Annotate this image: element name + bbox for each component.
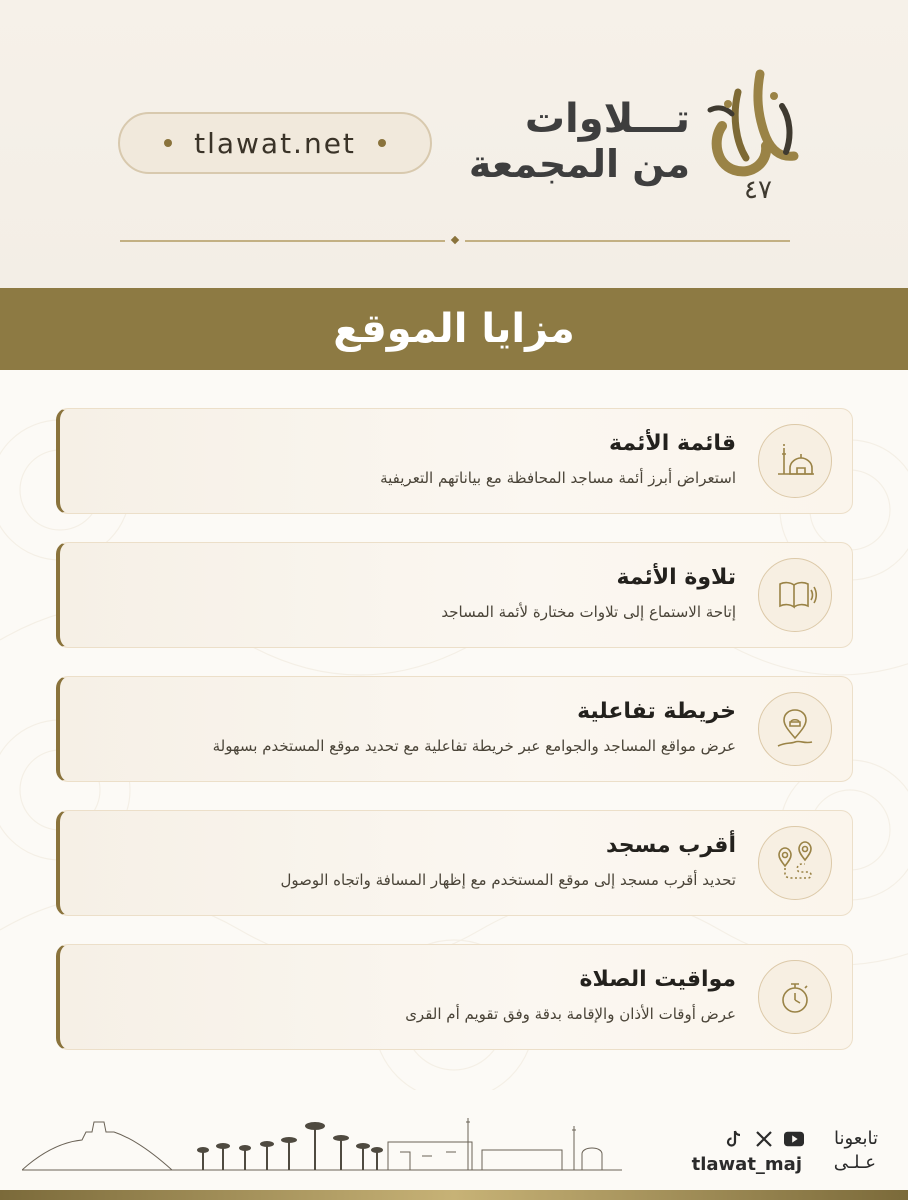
feature-card-interactive-map[interactable] (56, 676, 853, 782)
feature-card-prayer-times[interactable] (56, 944, 853, 1050)
feature-description: إتاحة الاستماع إلى تلاوات مختارة لأئمة المساجد (441, 603, 736, 621)
social-icons (724, 1130, 804, 1148)
social-follow-block (691, 1128, 878, 1178)
youtube-icon[interactable] (784, 1130, 804, 1148)
footer-gold-bar (0, 1190, 908, 1200)
quran-audio-icon (758, 558, 832, 632)
feature-description: عرض مواقع المساجد والجوامع عبر خريطة تفاعلية مع تحديد موقع المستخدم بسهولة (212, 737, 736, 755)
feature-card-nearest-mosque[interactable] (56, 810, 853, 916)
logo-text (450, 96, 690, 186)
social-handle[interactable]: tlawat_maj (691, 1154, 802, 1175)
tiktok-icon[interactable] (724, 1130, 744, 1148)
x-icon[interactable] (754, 1130, 774, 1148)
on-label: عـلـى (833, 1152, 876, 1173)
website-url-pill[interactable] (118, 112, 432, 174)
dot-right (378, 139, 386, 147)
feature-card-imams-recitation[interactable] (56, 542, 853, 648)
website-url[interactable]: tlawat.net (194, 126, 356, 160)
stopwatch-icon (758, 960, 832, 1034)
feature-description: عرض أوقات الأذان والإقامة بدقة وفق تقويم أم القرى (405, 1005, 736, 1023)
features-banner (0, 288, 908, 370)
feature-description: تحديد أقرب مسجد إلى موقع المستخدم مع إظهار المسافة واتجاه الوصول (280, 871, 736, 889)
logo-line-1: تـــلاوات (524, 96, 690, 142)
header (0, 0, 908, 288)
feature-title: خريطة تفاعلية (577, 699, 736, 724)
feature-title: قائمة الأئمة (609, 431, 736, 456)
banner-title: مزايا الموقع (333, 306, 575, 352)
feature-title: مواقيت الصلاة (579, 967, 736, 992)
calligraphy-logo-icon (698, 66, 808, 206)
dot-left (164, 139, 172, 147)
map-pin-icon (758, 692, 832, 766)
logo-line-2: من المجمعة (468, 142, 690, 186)
feature-description: استعراض أبرز أئمة مساجد المحافظة مع بياناتهم التعريفية (380, 469, 736, 487)
feature-title: أقرب مسجد (606, 833, 736, 858)
city-skyline-illustration (22, 1112, 622, 1172)
route-icon (758, 826, 832, 900)
mosque-icon (758, 424, 832, 498)
header-divider (120, 236, 790, 246)
logo-number: ٤٧ (744, 175, 772, 205)
feature-card-imams-list[interactable] (56, 408, 853, 514)
follow-label: تابعونا (834, 1128, 878, 1149)
feature-title: تلاوة الأئمة (616, 565, 736, 590)
